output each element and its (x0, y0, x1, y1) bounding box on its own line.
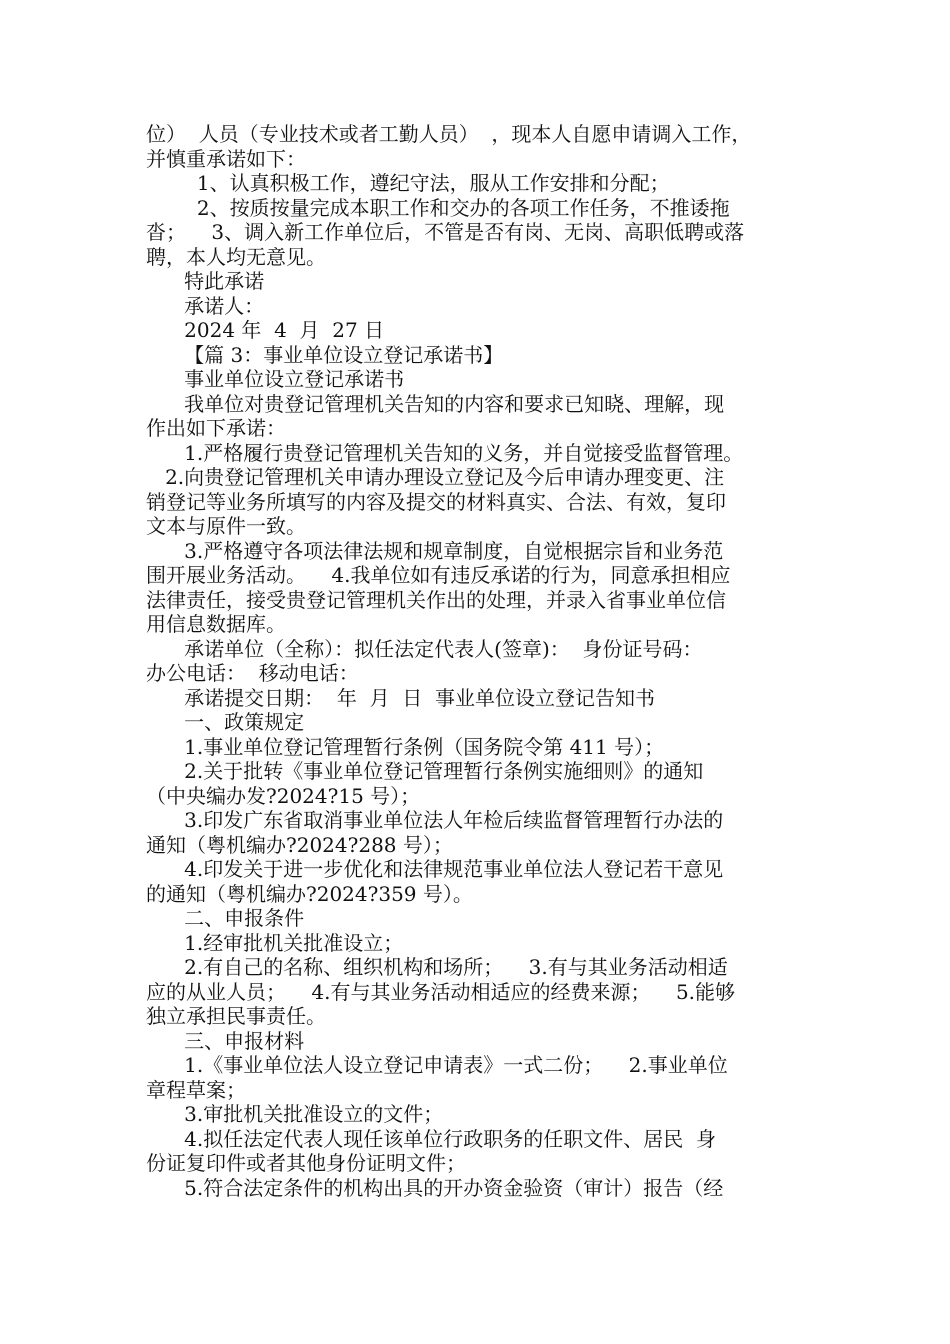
document-line: 2.向贵登记管理机关申请办理设立登记及今后申请办理变更、注 (146, 465, 725, 489)
document-line: （中央编办发?2024?15 号）； (146, 783, 421, 808)
document-line: 章程草案； (146, 1077, 246, 1102)
document-line: 3.严格遵守各项法律法规和规章制度，自觉根据宗旨和业务范 (146, 538, 724, 563)
document-line: 1.事业单位登记管理暂行条例（国务院令第 411 号）； (146, 734, 665, 759)
document-line: 1.《事业单位法人设立登记申请表》一式二份； 2.事业单位 (146, 1053, 728, 1077)
document-line: 一、政策规定 (146, 710, 305, 734)
document-line: 5.符合法定条件的机构出具的开办资金验资（审计）报告（经 (146, 1175, 724, 1200)
document-line: 份证复印件或者其他身份证明文件； (146, 1151, 466, 1175)
document-line: 承诺提交日期： 年 月 日 事业单位设立登记告知书 (146, 685, 656, 710)
document-line: 4.印发关于进一步优化和法律规范事业单位法人登记若干意见 (146, 857, 724, 881)
document-line: 作出如下承诺： (146, 416, 286, 440)
document-line: 特此承诺 (146, 269, 265, 293)
document-line: 【篇 3：事业单位设立登记承诺书】 (146, 342, 504, 367)
document-line: 围开展业务活动。 4.我单位如有违反承诺的行为，同意承担相应 (146, 563, 731, 587)
document-line: 1、认真积极工作，遵纪守法，服从工作安排和分配； (146, 171, 670, 195)
document-line: 销登记等业务所填写的内容及提交的材料真实、合法、有效，复印 (146, 489, 726, 514)
document-line: 2、按质按量完成本职工作和交办的各项工作任务，不推诿拖 (146, 195, 730, 220)
document-line: 2024 年 4 月 27 日 (146, 318, 385, 342)
document-line: 聘，本人均无意见。 (146, 244, 326, 269)
document-line: 我单位对贵登记管理机关告知的内容和要求已知晓、理解，现 (146, 391, 725, 416)
document-line: 4.拟任法定代表人现任该单位行政职务的任职文件、居民 身 (146, 1126, 716, 1151)
document-line: 2.关于批转《事业单位登记管理暂行条例实施细则》的通知 (146, 759, 704, 783)
document-line: 应的从业人员； 4.有与其业务活动相适应的经费来源； 5.能够 (146, 979, 736, 1004)
document-line: 2.有自己的名称、组织机构和场所； 3.有与其业务活动相适 (146, 955, 728, 979)
document-line: 1.严格履行贵登记管理机关告知的义务，并自觉接受监督管理。 (146, 440, 744, 465)
document-line: 三、申报材料 (146, 1028, 305, 1053)
document-line: 文本与原件一致。 (146, 514, 306, 538)
document-line: 3.印发广东省取消事业单位法人年检后续监督管理暂行办法的 (146, 808, 724, 832)
document-line: 并慎重承诺如下： (146, 146, 306, 171)
document-line: 沓； 3、调入新工作单位后，不管是否有岗、无岗、高职低聘或落 (146, 220, 745, 244)
document-body (146, 122, 816, 1200)
document-line: 的通知（粤机编办?2024?359 号）。 (146, 881, 473, 906)
document-line: 法律责任，接受贵登记管理机关作出的处理，并录入省事业单位信 (146, 587, 726, 612)
document-line: 事业单位设立登记承诺书 (146, 367, 405, 391)
document-line: 用信息数据库。 (146, 612, 286, 636)
document-line: 办公电话： 移动电话： (146, 661, 359, 685)
document-line: 3.审批机关批准设立的文件； (146, 1102, 444, 1126)
document-line: 承诺人： (146, 293, 265, 318)
document-line: 独立承担民事责任。 (146, 1004, 326, 1028)
document-line: 承诺单位（全称）：拟任法定代表人(签章)： 身份证号码： (146, 636, 703, 661)
document-line: 通知（粤机编办?2024?288 号）； (146, 832, 453, 857)
document-line: 1.经审批机关批准设立； (146, 930, 404, 955)
document-line: 位） 人员（专业技术或者工勤人员） ，现本人自愿申请调入工作， (146, 122, 752, 146)
document-line: 二、申报条件 (146, 906, 305, 930)
